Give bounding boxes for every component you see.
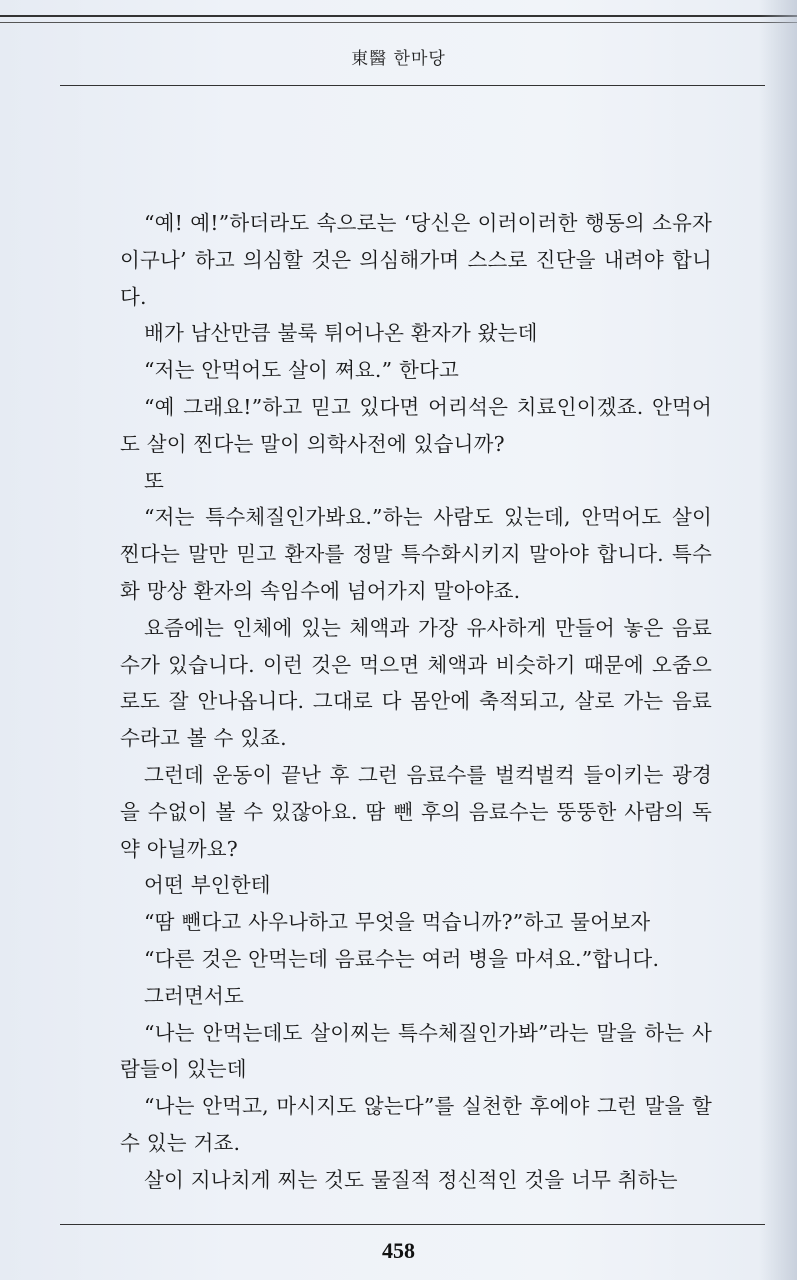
paragraph: “예! 예!”하더라도 속으로는 ‘당신은 이러이러한 행동의 소유자이구나’ 하고 의심할 것은 의심해가며 스스로 진단을 내려야 합니다. (120, 211, 712, 309)
paragraph: “예 그래요!”하고 믿고 있다면 어리석은 치료인이겠죠. 안먹어도 살이 찐다는 말이 의학사전에 있습니까? (120, 394, 712, 456)
header-rule (60, 85, 765, 86)
paragraph: 살이 지나치게 찌는 것도 물질적 정신적인 것을 너무 취하는 (144, 1167, 678, 1192)
paragraph: “저는 특수체질인가봐요.”하는 사람도 있는데, 안먹어도 살이 찐다는 말만 믿고 환자를 정말 특수화시키지 말아야 합니다. 특수화 망상 환자의 속임수에 넘어가지 말아야죠. (120, 505, 712, 603)
page-number: 458 (382, 1238, 415, 1263)
paragraph: 또 (144, 468, 165, 493)
body-text (120, 205, 712, 1199)
paragraph: 요즘에는 인체에 있는 체액과 가장 유사하게 만들어 놓은 음료수가 있습니다. 이런 것은 먹으면 체액과 비슷하기 때문에 오줌으로도 잘 안나옵니다. 그대로 다 몸안에 축적되고, 살로 가는 음료수라고 볼 수 있죠. (120, 615, 712, 751)
running-title: 東醫 한마당 (351, 49, 446, 69)
paragraph: “다른 것은 안먹는데 음료수는 여러 병을 마셔요.”합니다. (144, 946, 660, 971)
paragraph: “땀 뺀다고 사우나하고 무엇을 먹습니까?”하고 물어보자 (144, 910, 651, 935)
paragraph: “나는 안먹는데도 살이찌는 특수체질인가봐”라는 말을 하는 사람들이 있는데 (120, 1020, 712, 1082)
paragraph: 그런데 운동이 끝난 후 그런 음료수를 벌컥벌컥 들이키는 광경을 수없이 볼 수 있잖아요. 땀 뺀 후의 음료수는 뚱뚱한 사람의 독약 아닐까요? (120, 762, 712, 861)
top-border-rule (0, 15, 797, 17)
top-border-rule-thin (0, 22, 797, 23)
paragraph: “나는 안먹고, 마시지도 않는다”를 실천한 후에야 그런 말을 할 수 있는 거죠. (120, 1094, 712, 1155)
paragraph: 어떤 부인한테 (144, 873, 271, 898)
spine-shadow (759, 0, 797, 1280)
paragraph: 그러면서도 (144, 983, 245, 1008)
paragraph: 배가 남산만큼 불룩 튀어나온 환자가 왔는데 (144, 321, 538, 346)
paragraph: “저는 안먹어도 살이 쪄요.” 한다고 (144, 358, 459, 383)
footer-rule (60, 1224, 765, 1225)
